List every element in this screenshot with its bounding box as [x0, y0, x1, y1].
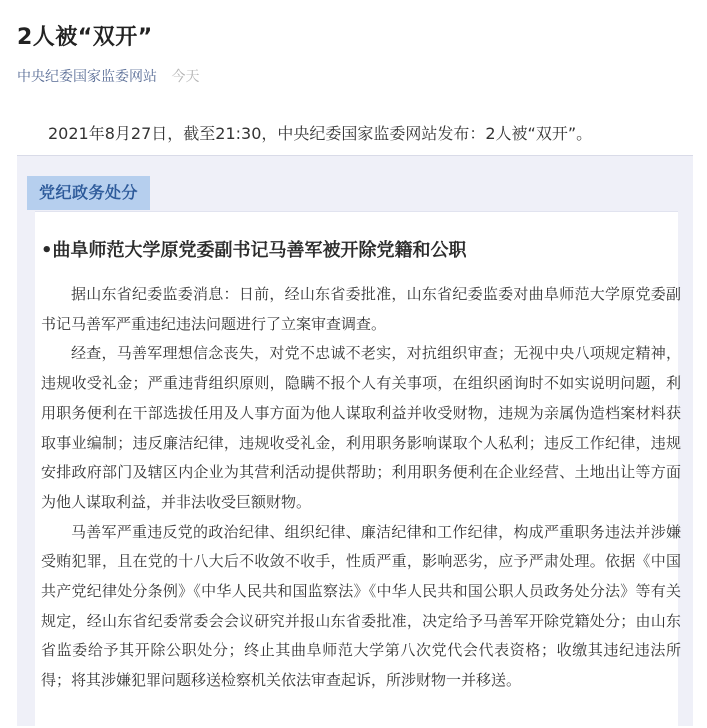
- lead-paragraph: 2021年8月27日，截至21:30，中央纪委国家监委网站发布：2人被“双开”。: [48, 124, 593, 143]
- article-title: 2人被“双开”: [17, 25, 153, 50]
- body-paragraph: 马善军严重违反党的政治纪律、组织纪律、廉洁纪律和工作纪律，构成严重职务违法并涉嫌受贿犯罪，且在党的十八大后不收敛不收手，性质严重，影响恶劣，应予严肃处理。依据《中国共产党纪律处分条例》《中华人民共和国监察法》《中华人民共和国公职人员政务处分法》等有关规定，经山东省纪委常委会会议研究并报山东省委批准，决定给予马善军开除党籍处分；由山东省监委给予其开除公职处分；终止其曲阜师范大学第八次党代会代表资格；收缴其违纪违法所得；将其涉嫌犯罪问题移送检察机关依法审查起诉，所涉财物一并移送。: [41, 522, 681, 690]
- content-panel: [17, 155, 693, 726]
- section-tag: 党纪政务处分: [27, 176, 150, 210]
- source-link[interactable]: 中央纪委国家监委网站: [17, 69, 157, 85]
- item-title: •曲阜师范大学原党委副书记马善军被开除党籍和公职: [41, 240, 467, 261]
- section-content: [35, 211, 681, 728]
- body-paragraph: 据山东省纪委监委消息：日前，经山东省委批准，山东省纪委监委对曲阜师范大学原党委副书记马善军严重违纪违法问题进行了立案审查调查。: [41, 285, 681, 333]
- article-meta: [17, 66, 199, 86]
- article-body: [41, 280, 681, 696]
- body-paragraph: 经查，马善军理想信念丧失，对党不忠诚不老实，对抗组织审查；无视中央八项规定精神，违规收受礼金；严重违背组织原则，隐瞒不报个人有关事项，在组织函询时不如实说明问题，利用职务便利在干部选拔任用及人事方面为他人谋取利益并收受财物，违规为亲属伪造档案材料获取事业编制；违反廉洁纪律，违规收受礼金，利用职务影响谋取个人私利；违反工作纪律，违规安排政府部门及辖区内企业为其营利活动提供帮助；利用职务便利在企业经营、土地出让等方面为他人谋取利益，并非法收受巨额财物。: [41, 344, 681, 511]
- publish-date: 今天: [171, 69, 200, 85]
